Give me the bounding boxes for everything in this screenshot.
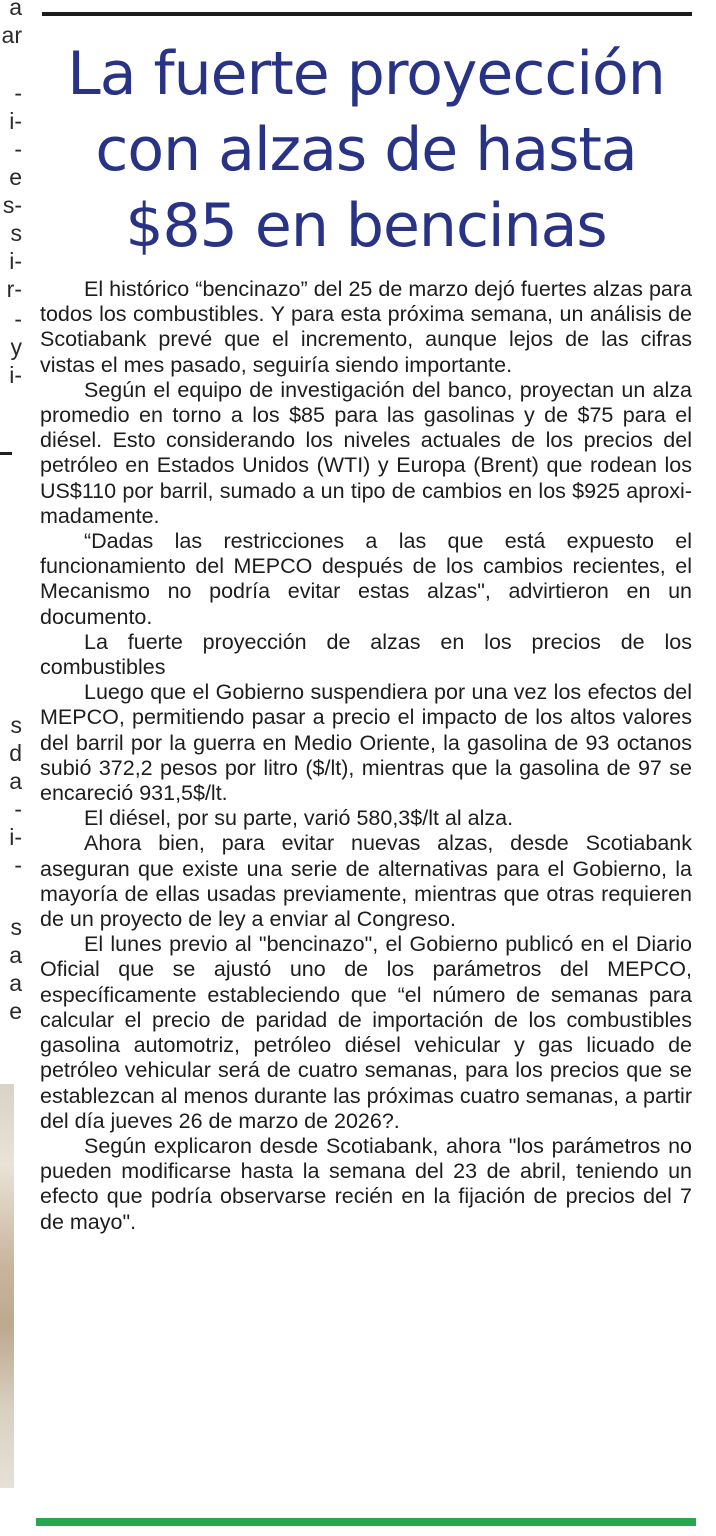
- gutter-fragment: s-: [2, 192, 22, 218]
- headline-line: $85 en bencinas: [125, 191, 607, 261]
- gutter-fragment: ar: [1, 22, 22, 48]
- gutter-fragment: e: [9, 164, 22, 190]
- gutter-fragment: r-: [6, 276, 22, 302]
- gutter-fragment: -: [14, 852, 22, 878]
- adjacent-column-fragments: [0, 0, 24, 1536]
- headline-line: con alzas de hasta: [95, 115, 637, 185]
- gutter-fragment: -: [14, 80, 22, 106]
- body-paragraph: Según explicaron desde Scotiabank, ahora "los parámetros no pueden modificarse hasta la semana del 23 de abril, teniendo un efecto que podría observarse recién en la fijación de precios del 7 de mayo".: [40, 1133, 692, 1234]
- gutter-fragment: i-: [9, 248, 22, 274]
- gutter-fragment: a: [9, 768, 22, 794]
- body-paragraph: “Dadas las restricciones a las que está expuesto el funcionamiento del MEPCO después de los cambios recientes, el Mecanismo no podría evitar estas alzas", advirtieron en un documento.: [40, 529, 692, 629]
- gutter-fragment: -: [14, 136, 22, 162]
- body-paragraph: Ahora bien, para evitar nuevas alzas, desde Scotiabank aseguran que existe una serie de alternativas para el Gobierno, la mayoría de ellas usadas previamente, mientras que otras requieren de un proyecto de ley a enviar al Congreso.: [40, 831, 692, 932]
- gutter-fragment: i-: [9, 362, 22, 388]
- gutter-fragment: -: [14, 306, 22, 332]
- gutter-fragment: i-: [9, 824, 22, 850]
- body-paragraph: El histórico “bencinazo” del 25 de marzo dejó fuertes alzas para todos los combustibles. Y para esta próxima semana, un análisis de Scotiabank prevé que el incremento, aunque lejos de las cifras vistas el mes pasado, seguiría siendo importante.: [40, 277, 692, 377]
- body-paragraph: El diésel, por su parte, varió 580,3$/lt al alza.: [84, 806, 514, 831]
- gutter-fragment: s: [10, 712, 22, 738]
- gutter-fragment: s: [10, 220, 22, 246]
- gutter-fragment: i-: [9, 108, 22, 134]
- gutter-fragment: a: [9, 942, 22, 968]
- gutter-fragment: e: [9, 998, 22, 1024]
- top-rule: [42, 12, 692, 16]
- gutter-fragment: a: [9, 970, 22, 996]
- article-body: [40, 277, 692, 1235]
- adjacent-photo-edge: [0, 1084, 14, 1488]
- body-paragraph: El lunes previo al "bencinazo", el Gobierno publicó en el Diario Oficial que se ajustó uno de los parámetros del MEPCO, específicamente estableciendo que “el número de semanas para calcular el precio de paridad de importación de los combustibles gasolina automotriz, petróleo diésel vehicular y gas licuado de petróleo vehicular será de cuatro semanas, para los precios que se establezcan al menos durante las próximas cuatro semanas, a partir del día jueves 26 de marzo de 2026?.: [40, 932, 692, 1133]
- bottom-rule: [36, 1518, 696, 1526]
- gutter-fragment: a: [9, 0, 22, 20]
- gutter-fragment: y: [10, 334, 22, 360]
- headline: [36, 36, 696, 264]
- headline-line: La fuerte proyección: [67, 39, 665, 109]
- body-paragraph: Según el equipo de investigación del banco, proyectan un alza promedio en torno a los $85 para las gasolinas y de $75 para el diésel. Esto considerando los niveles actuales de los precios del petróleo en Estados Unidos (WTI) y Europa (Brent) que rodean los US$110 por barril, sumado a un tipo de cambios en los $925 aproximadamente.: [40, 377, 692, 528]
- gutter-fragment: -: [14, 796, 22, 822]
- gutter-fragment: s: [10, 914, 22, 940]
- news-article: [36, 0, 696, 1536]
- gutter-rule: [0, 452, 12, 455]
- body-paragraph: Luego que el Gobierno suspendiera por una vez los efectos del MEPCO, permitiendo pasar a precio el impacto de los altos valores del barril por la guerra en Medio Oriente, la gasolina de 93 octanos subió 372,2 pesos por litro ($/lt), mientras que la gasolina de 97 se encareció 931,5$/lt.: [40, 680, 692, 806]
- gutter-fragment: d: [9, 740, 22, 766]
- body-paragraph: La fuerte proyección de alzas en los precios de los combustibles: [40, 629, 692, 680]
